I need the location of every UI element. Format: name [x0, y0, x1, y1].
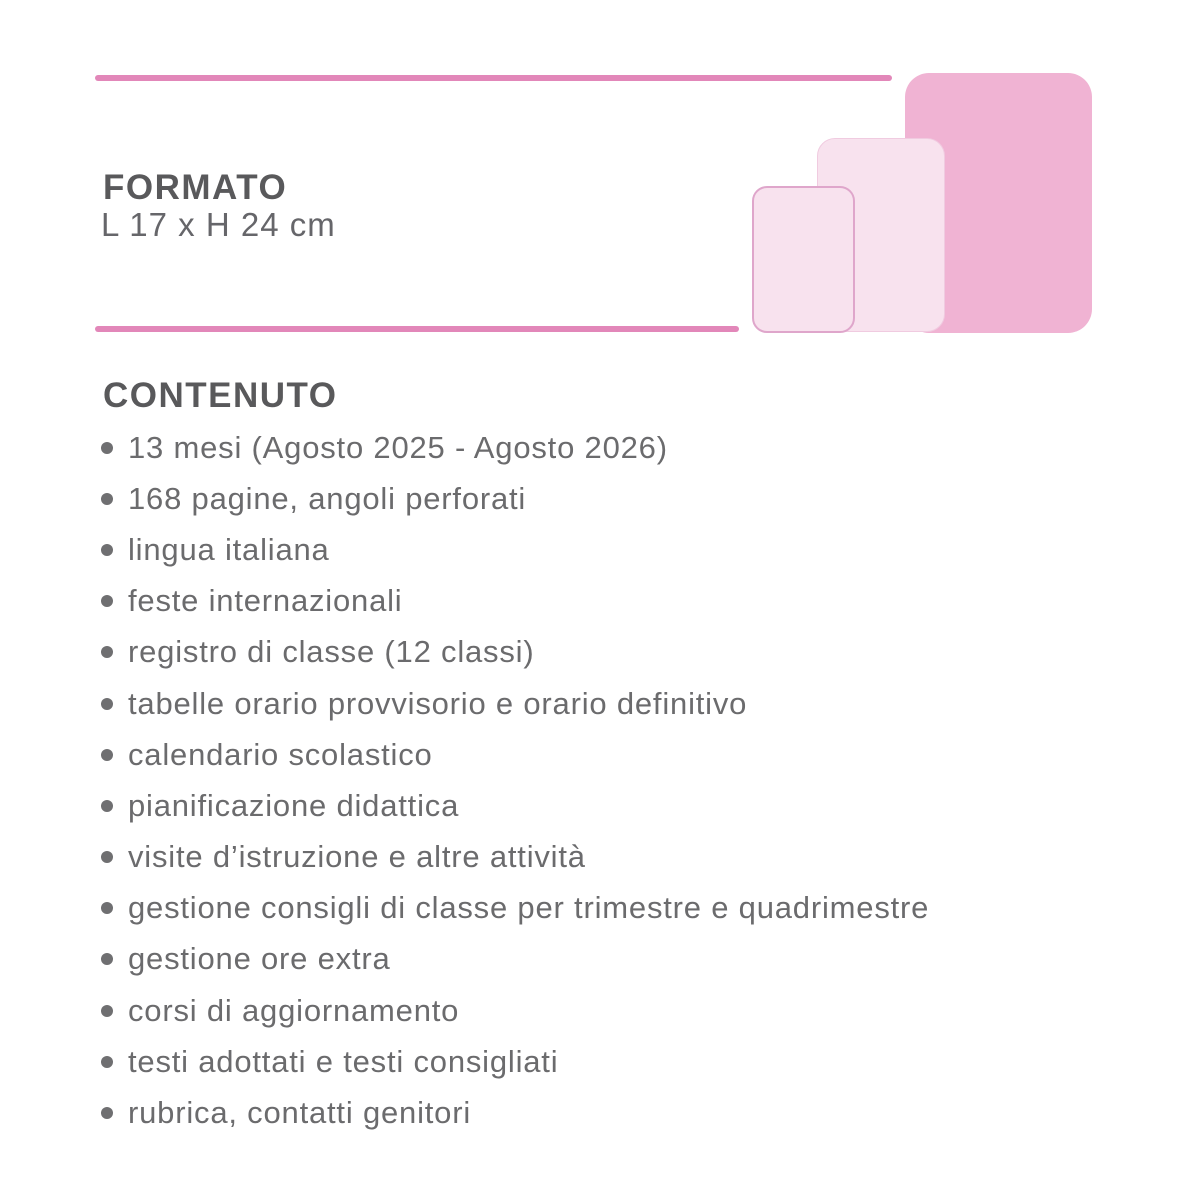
list-item [101, 729, 1171, 780]
list-item-text: 168 pagine, angoli perforati [128, 480, 527, 516]
formato-heading: FORMATO [103, 168, 288, 207]
list-item [101, 832, 1171, 883]
bullet-icon [101, 1005, 113, 1017]
divider-bottom [95, 326, 739, 332]
bullet-icon [101, 544, 113, 556]
notebook-size-small-shape [752, 186, 855, 333]
list-item-text: calendario scolastico [128, 736, 433, 772]
list-item-text: visite d’istruzione e altre attività [128, 839, 586, 875]
bullet-icon [101, 953, 113, 965]
bullet-icon [101, 595, 113, 607]
list-item-text: registro di classe (12 classi) [128, 634, 535, 670]
list-item-text: testi adottati e testi consigliati [128, 1043, 559, 1079]
bullet-icon [101, 698, 113, 710]
list-item [101, 883, 1171, 934]
divider-top [95, 75, 892, 81]
list-item-text: pianificazione didattica [128, 787, 460, 823]
bullet-icon [101, 851, 113, 863]
bullet-icon [101, 749, 113, 761]
list-item [101, 524, 1171, 575]
list-item [101, 627, 1171, 678]
list-item-text: feste internazionali [128, 583, 403, 619]
list-item [101, 473, 1171, 524]
list-item [101, 1036, 1171, 1087]
bullet-icon [101, 442, 113, 454]
list-item-text: lingua italiana [128, 531, 330, 567]
list-item-text: tabelle orario provvisorio e orario definitivo [128, 685, 748, 721]
bullet-icon [101, 902, 113, 914]
list-item [101, 422, 1171, 473]
contenuto-heading: CONTENUTO [103, 376, 338, 415]
list-item-text: gestione ore extra [128, 941, 391, 977]
list-item [101, 576, 1171, 627]
list-item [101, 934, 1171, 985]
list-item-text: rubrica, contatti genitori [128, 1095, 472, 1131]
list-item-text: 13 mesi (Agosto 2025 - Agosto 2026) [128, 429, 668, 465]
list-item [101, 678, 1171, 729]
list-item [101, 780, 1171, 831]
bullet-icon [101, 646, 113, 658]
bullet-icon [101, 800, 113, 812]
list-item-text: corsi di aggiornamento [128, 992, 460, 1028]
list-item-text: gestione consigli di classe per trimestre e quadrimestre [128, 890, 930, 926]
formato-size-text: L 17 x H 24 cm [101, 206, 336, 243]
bullet-icon [101, 1107, 113, 1119]
bullet-icon [101, 1056, 113, 1068]
bullet-icon [101, 493, 113, 505]
contenuto-list [101, 422, 1171, 1139]
list-item [101, 985, 1171, 1036]
list-item [101, 1087, 1171, 1138]
